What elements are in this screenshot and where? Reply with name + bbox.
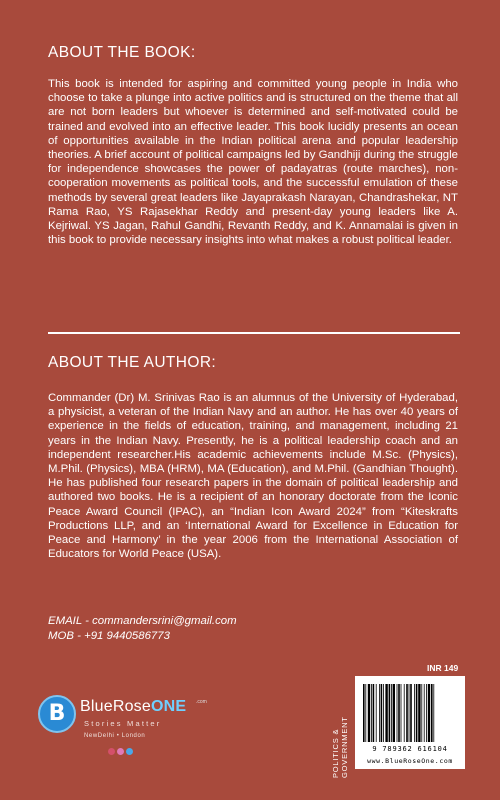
barcode-bar [428, 684, 430, 742]
about-author-heading: ABOUT THE AUTHOR: [48, 354, 217, 371]
publisher-name-accent: ONE [150, 698, 187, 715]
barcode-bar [385, 684, 387, 742]
about-author-text: Commander (Dr) M. Srinivas Rao is an alumnus of the University of Hyderabad, a physicist, a veteran of the Indian Navy and an author. He has over 40 years of experience in the fields of education, training, and management, including 21 years in the Indian Navy. Presently, he is a political leadership coach and an independent researcher.His academic achievements include M.Sc. (Physics), M.Phil. (Physics), MBA (HRM), MA (Education), and M.Phil. (Gandhian Thought). He has published four research papers in the domain of political leadership and authored two books. He is a recipient of an honorary doctorate from the Iconic Peace Award Council (IPAC), an “Indian Icon Award 2024” from “Kiteskrafts Productions LLP, and an ‘International Award for Excellence in Education for Peace and Harmony’ in the year 2006 from the International Association of Educators for World Peace (USA). [48, 392, 458, 561]
publisher-logo-icon: B [38, 695, 76, 733]
barcode-bar [421, 684, 422, 742]
section-divider [48, 332, 460, 334]
barcode-bar [363, 684, 365, 742]
barcode-bar [409, 684, 410, 742]
barcode-bar [398, 684, 400, 742]
barcode-bar [406, 684, 408, 742]
barcode-bar [368, 684, 370, 742]
genre-line-1: POLITICS & [331, 728, 340, 778]
social-media-icons [108, 742, 148, 750]
barcode-bar [371, 684, 372, 742]
publisher-locations: NewDelhi • London [84, 733, 146, 739]
barcode-bar [414, 684, 415, 742]
publisher-name-main: BlueRose [80, 698, 151, 715]
twitter-icon [126, 748, 133, 755]
barcode-bar [365, 684, 366, 742]
barcode-bar [389, 684, 391, 742]
barcode-box [355, 676, 465, 769]
barcode-bar [404, 684, 405, 742]
barcode-bar [383, 684, 384, 742]
barcode-bar [391, 684, 392, 742]
barcode-bar [424, 684, 425, 742]
publisher-tagline: Stories Matter [84, 719, 162, 728]
barcode-bar [426, 684, 427, 742]
about-book-text: This book is intended for aspiring and committed young people in India who choose to take a plunge into active politics and is structured on the theme that all are not born leaders but whoever is determined and self-motivated could be trained and evolved into an effective leader. This book lucidly presents an ocean of opportunities available in the Indian political arena and popular leadership theories. A brief account of political campaigns led by Gandhiji during the struggle for independence showcases the power of padayatras (route marches), non-cooperation movements as political tools, and the successful emulation of these methods by several great leaders like Jayaprakash Narayan, Chandrashekar, NT Rama Rao, YS Rajasekhar Reddy and present-day young leaders like A. Kejriwal. YS Jagan, Rahul Gandhi, Revanth Reddy, and K. Annamalai is given in this book to provide necessary insights into what makes a robust political leader. [48, 78, 458, 247]
barcode-bar [433, 684, 434, 742]
barcode-bar [376, 684, 377, 742]
publisher-domain-suffix: .com [196, 699, 207, 705]
price-label: INR 149 [427, 663, 459, 673]
isbn-number: 9 789362 616104 [372, 745, 448, 753]
barcode-bar [397, 684, 398, 742]
barcode-bar [416, 684, 418, 742]
author-mobile: MOB - +91 9440586773 [48, 630, 170, 642]
about-book-heading: ABOUT THE BOOK: [48, 44, 196, 61]
author-email: EMAIL - commandersrini@gmail.com [48, 615, 237, 627]
barcode-bar [393, 684, 395, 742]
barcode-icon [363, 684, 457, 744]
barcode-bar [418, 684, 420, 742]
instagram-icon [117, 748, 124, 755]
genre-line-2: GOVERNMENT [340, 716, 349, 778]
facebook-icon [108, 748, 115, 755]
barcode-bar [373, 684, 375, 742]
genre-label [331, 678, 353, 778]
barcode-bar [401, 684, 402, 742]
publisher-name [80, 698, 186, 716]
barcode-bar [431, 684, 433, 742]
barcode-bar [379, 684, 380, 742]
barcode-bar [381, 684, 383, 742]
barcode-bar [410, 684, 412, 742]
publisher-website: www.BlueRoseOne.com [367, 757, 453, 765]
